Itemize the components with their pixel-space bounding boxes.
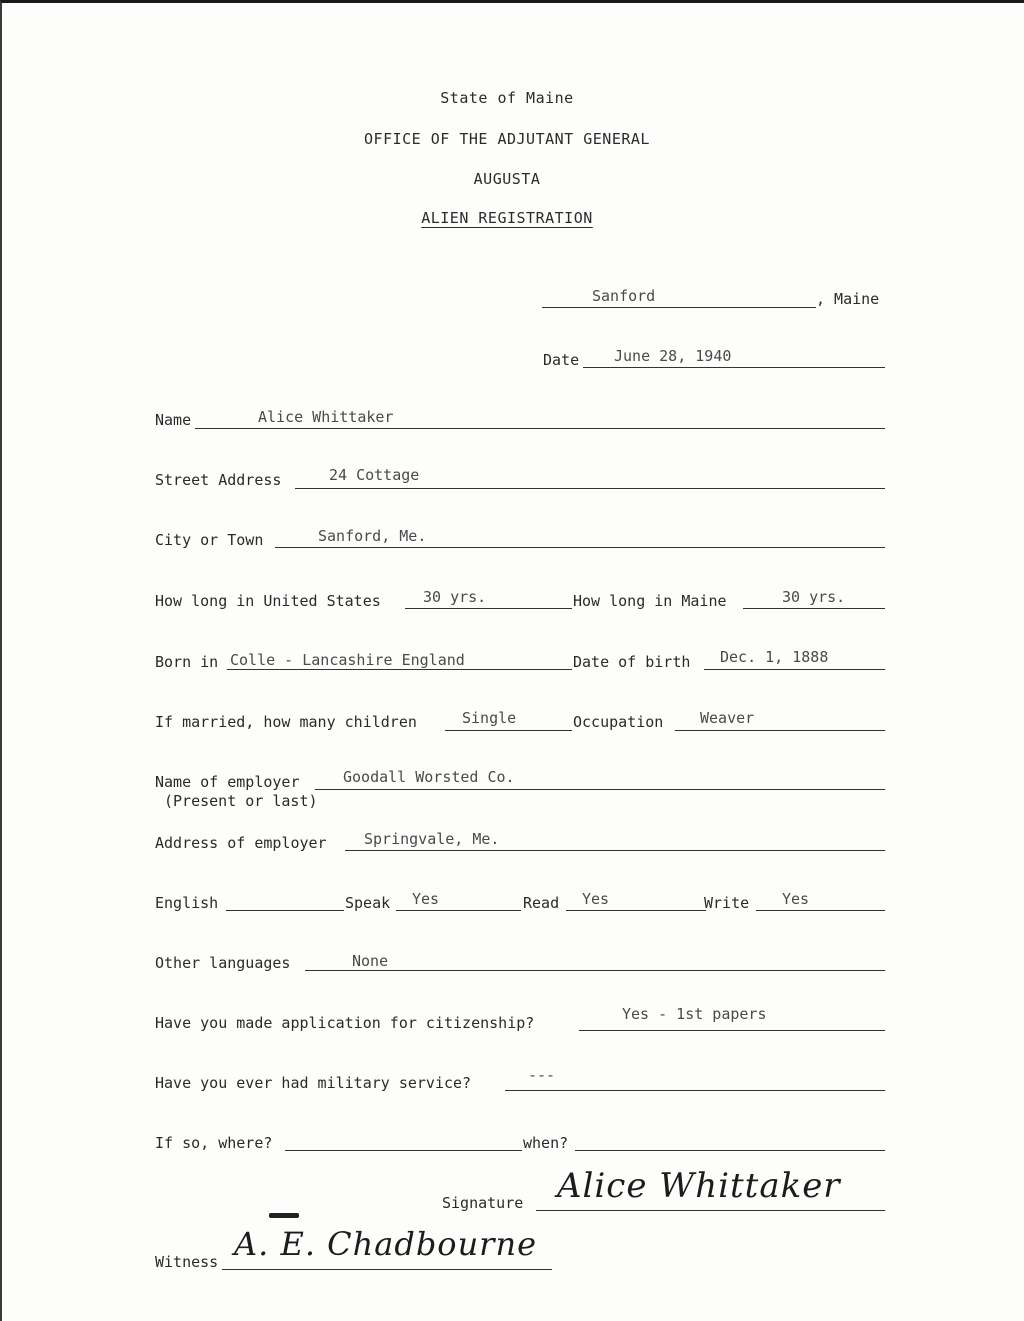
name-line (195, 428, 885, 429)
signature-line (536, 1210, 885, 1211)
other-languages-line (305, 970, 885, 971)
read-label: Read (523, 894, 560, 912)
other-languages-label: Other languages (155, 954, 291, 972)
born-value: Colle - Lancashire England (230, 651, 465, 669)
occupation-label: Occupation (573, 713, 664, 731)
write-label: Write (704, 894, 750, 912)
read-line (566, 910, 706, 911)
children-value: Single (462, 709, 517, 727)
witness-line (222, 1269, 552, 1270)
signature-value: Alice Whittaker (557, 1166, 841, 1206)
dob-line (704, 669, 885, 670)
city-label: City or Town (155, 531, 264, 549)
citizenship-label: Have you made application for citizenship? (155, 1014, 535, 1032)
military-line (505, 1090, 885, 1091)
city-value: Sanford, Me. (318, 527, 427, 545)
employer-label: Name of employer (155, 773, 300, 791)
ink-mark (269, 1213, 299, 1218)
dob-label: Date of birth (573, 653, 691, 671)
form-title: ALIEN REGISTRATION (421, 209, 593, 227)
children-label: If married, how many children (155, 713, 417, 731)
read-value: Yes (582, 890, 610, 908)
maine-years-label: How long in Maine (573, 592, 727, 610)
where-label: If so, where? (155, 1134, 273, 1152)
employer-address-label: Address of employer (155, 834, 327, 852)
military-label: Have you ever had military service? (155, 1074, 472, 1092)
state-heading: State of Maine (440, 89, 574, 107)
born-label: Born in (155, 653, 219, 671)
street-label: Street Address (155, 471, 282, 489)
witness-label: Witness (155, 1253, 219, 1271)
place-line (542, 307, 816, 308)
witness-value: A. E. Chadbourne (234, 1225, 538, 1263)
place-town: Sanford (592, 287, 656, 305)
maine-years-value: 30 yrs. (782, 588, 846, 606)
us-years-label: How long in United States (155, 592, 381, 610)
employer-sublabel: (Present or last) (164, 792, 318, 810)
other-languages-value: None (352, 952, 389, 970)
military-value: --- (528, 1066, 556, 1084)
signature-label: Signature (442, 1194, 524, 1212)
when-line (575, 1150, 885, 1151)
born-line (227, 669, 572, 670)
speak-line (396, 910, 521, 911)
office-heading: OFFICE OF THE ADJUTANT GENERAL (364, 130, 650, 148)
employer-value: Goodall Worsted Co. (343, 768, 515, 786)
where-line (285, 1150, 522, 1151)
city-heading: AUGUSTA (473, 170, 541, 188)
city-line (275, 547, 885, 548)
date-label: Date (543, 351, 580, 369)
dob-value: Dec. 1, 1888 (720, 648, 829, 666)
when-label: when? (523, 1134, 569, 1152)
occupation-value: Weaver (700, 709, 755, 727)
english-label: English (155, 894, 219, 912)
english-line (226, 910, 344, 911)
date-line (583, 367, 885, 368)
us-years-value: 30 yrs. (423, 588, 487, 606)
employer-address-line (345, 850, 885, 851)
employer-address-value: Springvale, Me. (364, 830, 500, 848)
name-value: Alice Whittaker (258, 408, 394, 426)
place-suffix: , Maine (816, 290, 880, 308)
occupation-line (675, 730, 885, 731)
us-years-line (405, 608, 572, 609)
street-value: 24 Cottage (329, 466, 420, 484)
children-line (445, 730, 572, 731)
speak-label: Speak (345, 894, 391, 912)
maine-years-line (743, 608, 885, 609)
street-line (295, 488, 885, 489)
name-label: Name (155, 411, 192, 429)
citizenship-value: Yes - 1st papers (622, 1005, 767, 1023)
citizenship-line (579, 1030, 885, 1031)
write-value: Yes (782, 890, 810, 908)
date-value: June 28, 1940 (614, 347, 732, 365)
write-line (756, 910, 885, 911)
employer-line (315, 789, 885, 790)
speak-value: Yes (412, 890, 440, 908)
